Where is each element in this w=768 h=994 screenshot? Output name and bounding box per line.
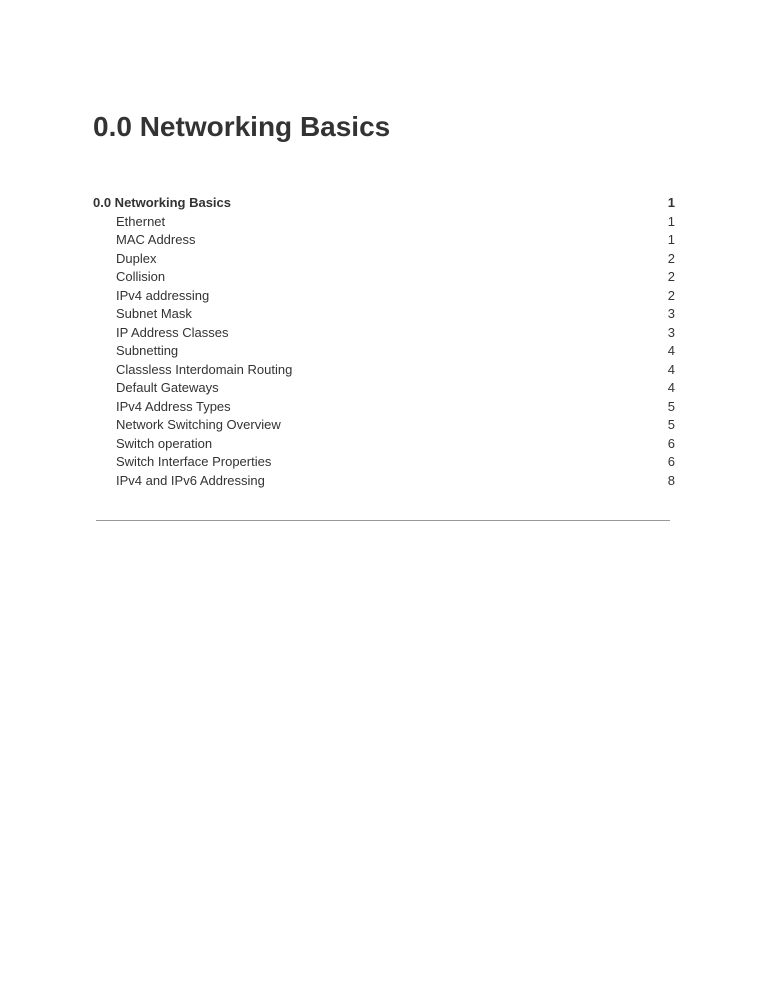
- toc-entry-page: 4: [667, 380, 675, 395]
- toc-entry-page: 4: [667, 343, 675, 358]
- toc-entry[interactable]: [93, 324, 675, 343]
- toc-entry-label: Ethernet: [116, 213, 166, 229]
- toc-entry-page: 2: [667, 250, 675, 266]
- toc-entry-label: IPv4 and IPv6 Addressing: [116, 472, 265, 488]
- toc-entry-page: 2: [667, 287, 675, 303]
- toc-entry-page: 6: [667, 454, 675, 469]
- toc-entry-label: 0.0 Networking Basics: [93, 195, 231, 210]
- toc-entry[interactable]: [93, 416, 675, 435]
- toc-entry[interactable]: [93, 287, 675, 306]
- toc-entry-label: Subnet Mask: [116, 306, 192, 321]
- toc-entry-page: 1: [667, 213, 675, 229]
- toc-entry-page: 6: [667, 435, 675, 451]
- toc-entry-label: Network Switching Overview: [116, 417, 281, 432]
- toc-entry-page: 1: [667, 195, 675, 210]
- toc-entry-page: 3: [667, 324, 675, 340]
- toc-entry[interactable]: [93, 361, 675, 380]
- toc-entry-page: 5: [667, 417, 675, 432]
- toc-entry-label: IPv4 addressing: [116, 287, 210, 303]
- toc-entry-page: 4: [667, 361, 675, 377]
- toc-entry[interactable]: [93, 435, 675, 454]
- toc-entry-label: Classless Interdomain Routing: [116, 361, 293, 377]
- page-title: 0.0 Networking Basics: [93, 111, 391, 142]
- table-of-contents: [93, 194, 675, 490]
- toc-entry[interactable]: [93, 268, 675, 287]
- toc-entry[interactable]: [93, 250, 675, 269]
- toc-entry[interactable]: [93, 453, 675, 472]
- toc-entry[interactable]: [93, 213, 675, 232]
- toc-entry-page: 3: [667, 306, 675, 321]
- toc-entry-label: Subnetting: [116, 343, 179, 358]
- toc-entry-label: IPv4 Address Types: [116, 398, 231, 414]
- toc-entry[interactable]: [93, 305, 675, 324]
- toc-entry-label: Switch Interface Properties: [116, 454, 272, 469]
- toc-entry-page: 1: [667, 232, 675, 247]
- toc-entry-label: IP Address Classes: [116, 324, 229, 340]
- toc-entry-label: Default Gateways: [116, 380, 219, 395]
- toc-entry-label: Collision: [116, 269, 166, 284]
- toc-entry[interactable]: [93, 472, 675, 491]
- toc-entry[interactable]: [93, 194, 675, 213]
- toc-entry-label: Duplex: [116, 250, 157, 266]
- toc-entry[interactable]: [93, 398, 675, 417]
- section-divider: [96, 520, 670, 521]
- toc-entry[interactable]: [93, 231, 675, 250]
- toc-entry-page: 8: [667, 472, 675, 488]
- toc-entry-label: Switch operation: [116, 435, 213, 451]
- toc-entry[interactable]: [93, 379, 675, 398]
- toc-entry[interactable]: [93, 342, 675, 361]
- toc-entry-page: 5: [667, 398, 675, 414]
- toc-entry-label: MAC Address: [116, 232, 196, 247]
- toc-entry-page: 2: [667, 269, 675, 284]
